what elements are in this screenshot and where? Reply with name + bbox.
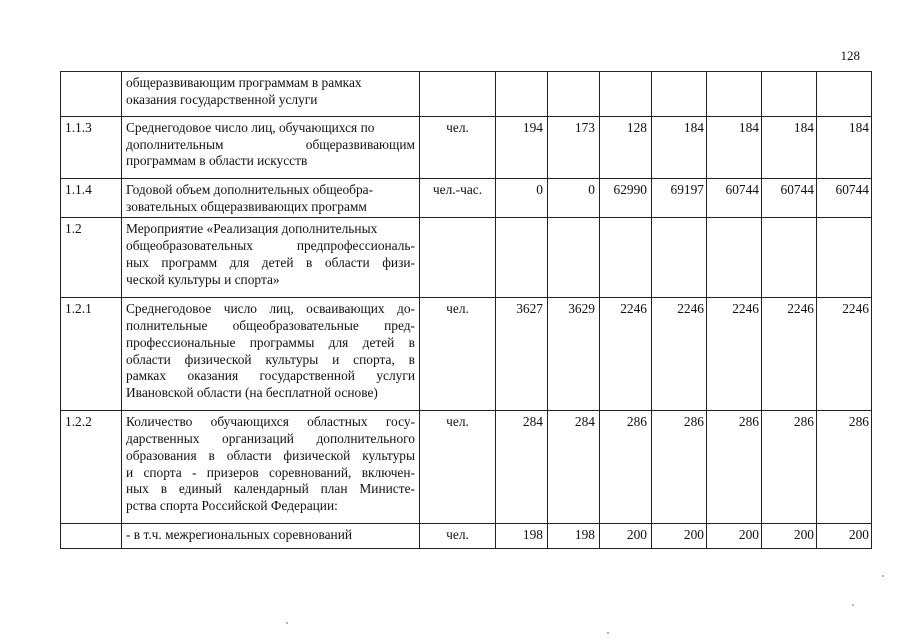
description-line: ческой культуры и спорта» <box>126 271 280 287</box>
value-cell: 286 <box>817 411 872 524</box>
description-line: ных программ для детей в области физи- <box>126 254 415 270</box>
description-line: области физической культуры и спорта, в <box>126 351 415 367</box>
table-row <box>61 218 872 298</box>
value-cell: 2246 <box>652 298 707 411</box>
value-cell: 0 <box>548 179 600 218</box>
description-line: программам в области искусств <box>126 153 308 169</box>
value-cell: 200 <box>652 524 707 549</box>
row-number <box>61 524 122 549</box>
row-unit <box>420 218 496 298</box>
description-line: Ивановской области (на бесплатной основе) <box>126 384 378 400</box>
value-cell: 128 <box>600 117 652 179</box>
description-line: рства спорта Российской Федерации: <box>126 497 338 513</box>
value-cell: 184 <box>652 117 707 179</box>
row-unit: чел. <box>420 524 496 549</box>
row-unit <box>420 72 496 117</box>
value-cell: 60744 <box>707 179 762 218</box>
value-cell <box>600 72 652 117</box>
value-cell: 60744 <box>762 179 817 218</box>
value-cell: 69197 <box>652 179 707 218</box>
value-cell <box>762 218 817 298</box>
value-cell <box>652 72 707 117</box>
value-cell <box>548 218 600 298</box>
table-row <box>61 179 872 218</box>
value-cell: 198 <box>548 524 600 549</box>
value-cell: 286 <box>600 411 652 524</box>
description-line: дарственных организаций дополнительного <box>126 431 415 447</box>
value-cell: 184 <box>762 117 817 179</box>
value-cell: 2246 <box>600 298 652 411</box>
row-unit: чел. <box>420 298 496 411</box>
row-description <box>122 179 420 218</box>
value-cell: 0 <box>496 179 548 218</box>
value-cell <box>496 218 548 298</box>
table-row <box>61 117 872 179</box>
value-cell <box>817 218 872 298</box>
description-line: рамках оказания государственной услуги <box>126 368 415 384</box>
row-number: 1.2.1 <box>61 298 122 411</box>
value-cell: 284 <box>548 411 600 524</box>
table-row <box>61 524 872 549</box>
row-description <box>122 524 420 549</box>
value-cell: 200 <box>600 524 652 549</box>
description-line: профессиональные программы для детей в <box>126 334 415 350</box>
row-unit: чел. <box>420 411 496 524</box>
table-row <box>61 411 872 524</box>
description-line: - в т.ч. межрегиональных соревнований <box>126 527 353 543</box>
value-cell: 173 <box>548 117 600 179</box>
description-line: общеобразовательных предпрофессиональ- <box>126 238 415 254</box>
value-cell: 200 <box>817 524 872 549</box>
value-cell: 184 <box>707 117 762 179</box>
value-cell <box>817 72 872 117</box>
row-description <box>122 298 420 411</box>
value-cell: 62990 <box>600 179 652 218</box>
table-row <box>61 72 872 117</box>
value-cell <box>707 72 762 117</box>
value-cell: 2246 <box>707 298 762 411</box>
description-line: образования в области физической культуры <box>126 447 415 463</box>
value-cell <box>548 72 600 117</box>
description-line: Среднегодовое число лиц, обучающихся по <box>126 120 375 135</box>
value-cell <box>496 72 548 117</box>
row-unit: чел.-час. <box>420 179 496 218</box>
row-number: 1.1.4 <box>61 179 122 218</box>
value-cell <box>600 218 652 298</box>
table-row <box>61 298 872 411</box>
row-number: 1.2.2 <box>61 411 122 524</box>
scan-speck <box>882 575 884 577</box>
description-line: общеразвивающим программам в рамках <box>126 75 362 90</box>
value-cell: 60744 <box>817 179 872 218</box>
description-line: Годовой объем дополнительных общеобра- <box>126 182 374 197</box>
value-cell: 2246 <box>762 298 817 411</box>
row-description <box>122 218 420 298</box>
value-cell: 3629 <box>548 298 600 411</box>
value-cell: 286 <box>652 411 707 524</box>
value-cell: 198 <box>496 524 548 549</box>
value-cell: 284 <box>496 411 548 524</box>
description-line: ных в единый календарный план Министе- <box>126 481 415 497</box>
description-line: Мероприятие «Реализация дополнительных <box>126 221 378 237</box>
scan-speck <box>852 604 854 606</box>
value-cell: 286 <box>707 411 762 524</box>
description-line: оказания государственной услуги <box>126 91 318 107</box>
row-number: 1.2 <box>61 218 122 298</box>
row-unit: чел. <box>420 117 496 179</box>
row-description <box>122 117 420 179</box>
value-cell <box>707 218 762 298</box>
description-line: полнительные общеобразовательные пред- <box>126 318 415 334</box>
row-number <box>61 72 122 117</box>
description-line: дополнительным общеразвивающим <box>126 136 415 152</box>
scan-speck <box>607 632 609 634</box>
description-line: Среднегодовое число лиц, осваивающих до- <box>126 301 415 317</box>
value-cell: 200 <box>707 524 762 549</box>
value-cell: 286 <box>762 411 817 524</box>
value-cell: 184 <box>817 117 872 179</box>
value-cell: 2246 <box>817 298 872 411</box>
value-cell <box>762 72 817 117</box>
description-line: Количество обучающихся областных госу- <box>126 414 415 430</box>
scan-speck <box>286 622 288 624</box>
value-cell <box>652 218 707 298</box>
description-line: зовательных общеразвивающих программ <box>126 198 367 214</box>
value-cell: 194 <box>496 117 548 179</box>
row-description <box>122 72 420 117</box>
value-cell: 200 <box>762 524 817 549</box>
value-cell: 3627 <box>496 298 548 411</box>
indicator-table <box>60 71 872 549</box>
page-number: 128 <box>840 48 860 63</box>
row-description <box>122 411 420 524</box>
row-number: 1.1.3 <box>61 117 122 179</box>
description-line: и спорта - призеров соревнований, включен- <box>126 464 415 480</box>
